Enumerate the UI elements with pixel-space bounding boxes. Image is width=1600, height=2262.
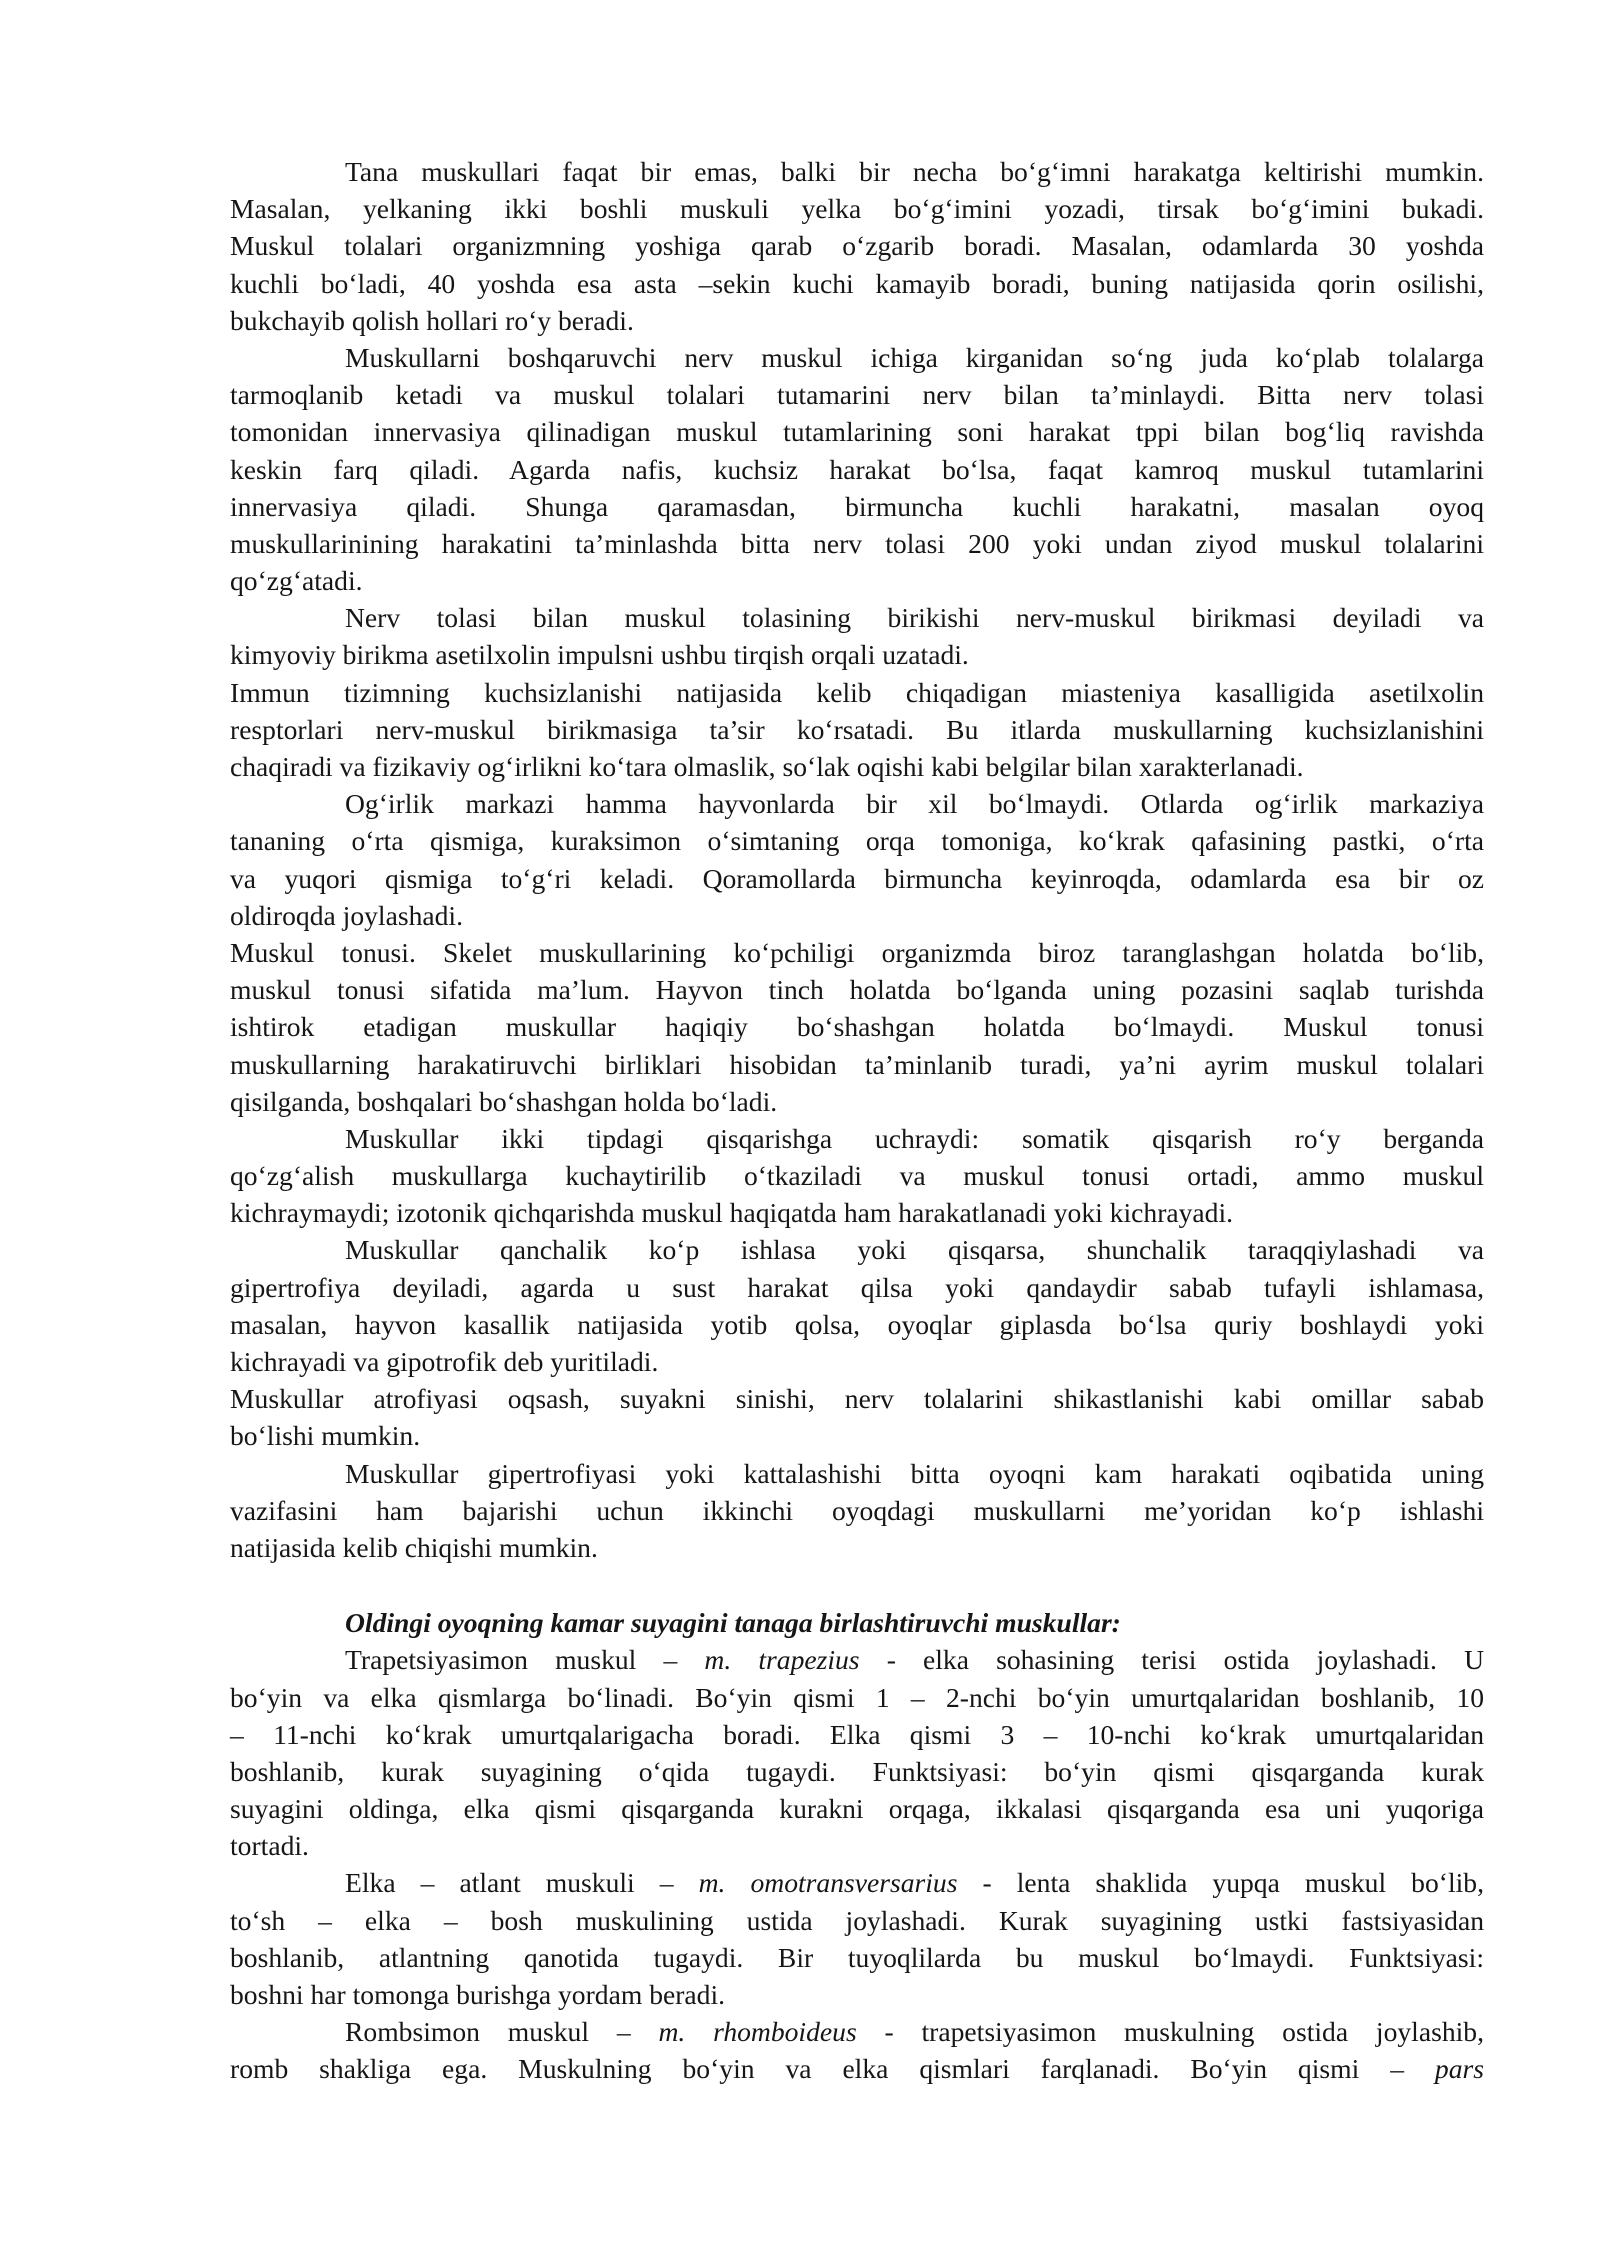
latin-term: m. omotransversarius xyxy=(698,1867,958,1899)
paragraph-line: qo‘zg‘atadi. xyxy=(230,565,363,597)
paragraph-line: tananing o‘rta qismiga, kuraksimon o‘simtaning orqa tomoniga, ko‘krak qafasining pastki, o‘rta xyxy=(230,825,1484,857)
paragraph-line: Muskul tonusi. Skelet muskullarining ko‘pchiligi organizmda biroz taranglashgan holatda bo‘lib, xyxy=(230,936,1484,968)
paragraph-line: keskin farq qiladi. Agarda nafis, kuchsiz harakat bo‘lsa, faqat kamroq muskul tutamlarini xyxy=(230,453,1484,485)
text-run: - trapetsiyasimon muskulning ostida joylashib, xyxy=(856,2016,1484,2048)
paragraph-line: innervasiya qiladi. Shunga qaramasdan, birmuncha kuchli harakatni, masalan oyoq xyxy=(230,490,1484,522)
paragraph-trapezius xyxy=(230,1641,1484,1864)
paragraph-line: Muskullar ikki tipdagi qisqarishga uchraydi: somatik qisqarish ro‘y berganda xyxy=(345,1122,1484,1154)
paragraph-line: chaqiradi va fizikaviy og‘irlikni ko‘tara olmaslik, so‘lak oqishi kabi belgilar bilan xarakterlanadi. xyxy=(230,751,1304,782)
paragraph-line: bo‘lishi mumkin. xyxy=(230,1420,421,1452)
paragraph-line: Immun tizimning kuchsizlanishi natijasida kelib chiqadigan miasteniya kasalligida asetilxolin xyxy=(230,676,1484,708)
paragraph-line: boshni har tomonga burishga yordam beradi. xyxy=(230,1979,726,2010)
text-run: romb shakliga ega. Muskulning bo‘yin va elka qismlari farqlanadi. Bo‘yin qismi – xyxy=(230,2053,1435,2085)
paragraph xyxy=(230,599,1484,673)
paragraph-line: muskul tonusi sifatida ma’lum. Hayvon tinch holatda bo‘lganda uning pozasini saqlab turishda xyxy=(230,974,1484,1006)
paragraph-line: suyagini oldinga, elka qismi qisqarganda kurakni orqaga, ikkalasi qisqarganda esa uni yuqoriga xyxy=(230,1793,1484,1825)
paragraph-line: kimyoviy birikma asetilxolin impulsni ushbu tirqish orqali uzatadi. xyxy=(230,639,969,671)
document-page xyxy=(230,153,1484,2088)
paragraph xyxy=(230,1231,1484,1380)
text-run: - elka sohasining terisi ostida joylashadi. U xyxy=(859,1644,1485,1676)
latin-term: m. trapezius xyxy=(704,1644,860,1676)
paragraph xyxy=(230,339,1484,599)
paragraph-line: kichraymaydi; izotonik qichqarishda muskul haqiqatda ham harakatlanadi yoki kichrayadi. xyxy=(230,1197,1234,1229)
body-paragraphs xyxy=(230,153,1484,1566)
text-run: Elka – atlant muskuli – xyxy=(345,1867,699,1899)
paragraph-line: to‘sh – elka – bosh muskulining ustida joylashadi. Kurak suyagining ustki fastsiyasidan xyxy=(230,1904,1484,1936)
section-gap xyxy=(230,1566,1484,1604)
paragraph-line: kuchli bo‘ladi, 40 yoshda esa asta –sekin kuchi kamayib boradi, buning natijasida qorin osilishi, xyxy=(230,267,1484,299)
paragraph-line: vazifasini ham bajarishi uchun ikkinchi oyoqdagi muskullarni me’yoridan ko‘p ishlashi xyxy=(230,1494,1484,1526)
paragraph-line: Masalan, yelkaning ikki boshli muskuli yelka bo‘g‘imini yozadi, tirsak bo‘g‘imini bukadi. xyxy=(230,193,1484,225)
paragraph-line: muskullarinining harakatini ta’minlashda bitta nerv tolasi 200 yoki undan ziyod muskul tolalarini xyxy=(230,527,1484,559)
paragraph-line: tortadi. xyxy=(230,1830,309,1862)
paragraph-line: Nerv tolasi bilan muskul tolasining birikishi nerv-muskul birikmasi deyiladi va xyxy=(345,602,1484,634)
paragraph-line: bo‘yin va elka qismlarga bo‘linadi. Bo‘yin qismi 1 – 2-nchi bo‘yin umurtqalaridan boshlanib, 10 xyxy=(230,1681,1484,1713)
paragraph-line: masalan, hayvon kasallik natijasida yotib qolsa, oyoqlar giplasda bo‘lsa quriy boshlaydi yoki xyxy=(230,1308,1484,1340)
paragraph xyxy=(230,1120,1484,1232)
text-run: - lenta shaklida yupqa muskul bo‘lib, xyxy=(957,1867,1484,1899)
paragraph xyxy=(230,934,1484,1120)
paragraph-line: qo‘zg‘alish muskullarga kuchaytirilib o‘tkaziladi va muskul tonusi ortadi, ammo muskul xyxy=(230,1160,1484,1192)
paragraph-line: tomonidan innervasiya qilinadigan muskul tutamlarining soni harakat tppi bilan bog‘liq ravishda xyxy=(230,416,1484,448)
paragraph-line: Tana muskullari faqat bir emas, balki bir necha bo‘g‘imni harakatga keltirishi mumkin. xyxy=(345,156,1484,187)
paragraph-line xyxy=(230,2013,1484,2050)
paragraph-line xyxy=(230,1641,1484,1678)
paragraph-rhomboideus xyxy=(230,2013,1484,2087)
latin-term: pars xyxy=(1434,2053,1484,2085)
paragraph xyxy=(230,153,1484,339)
paragraph-line: resptorlari nerv-muskul birikmasiga ta’sir ko‘rsatadi. Bu itlarda muskullarning kuchsizlanishini xyxy=(230,713,1484,745)
paragraph-line: – 11-nchi ko‘krak umurtqalarigacha boradi. Elka qismi 3 – 10-nchi ko‘krak umurtqalaridan xyxy=(230,1718,1484,1750)
paragraph-line: boshlanib, kurak suyagining o‘qida tugaydi. Funktsiyasi: bo‘yin qismi qisqarganda kurak xyxy=(230,1755,1484,1787)
paragraph xyxy=(230,1455,1484,1567)
paragraph-line: Muskullarni boshqaruvchi nerv muskul ichiga kirganidan so‘ng juda ko‘plab tolalarga xyxy=(345,341,1484,373)
paragraph-line: qisilganda, boshqalari bo‘shashgan holda bo‘ladi. xyxy=(230,1085,778,1117)
paragraph xyxy=(230,785,1484,934)
text-run: Rombsimon muskul – xyxy=(345,2016,659,2048)
paragraph xyxy=(230,674,1484,786)
paragraph-line: Muskul tolalari organizmning yoshiga qarab o‘zgarib boradi. Masalan, odamlarda 30 yoshda xyxy=(230,230,1484,262)
paragraph-omotransversarius xyxy=(230,1864,1484,2013)
paragraph-line: boshlanib, atlantning qanotida tugaydi. Bir tuyoqlilarda bu muskul bo‘lmaydi. Funktsiyasi: xyxy=(230,1941,1484,1973)
latin-term: m. rhomboideus xyxy=(658,2016,857,2048)
paragraph-line xyxy=(230,1864,1484,1901)
paragraph xyxy=(230,1380,1484,1454)
paragraph-line: Muskullar qanchalik ko‘p ishlasa yoki qisqarsa, shunchalik taraqqiylashadi va xyxy=(345,1234,1484,1266)
paragraph-line: muskullarning harakatiruvchi birliklari hisobidan ta’minlanib turadi, ya’ni ayrim muskul tolalari xyxy=(230,1048,1484,1080)
paragraph-line: Muskullar atrofiyasi oqsash, suyakni sinishi, nerv tolalarini shikastlanishi kabi omillar sabab xyxy=(230,1383,1484,1415)
paragraph-line xyxy=(230,2050,1484,2087)
paragraph-line: bukchayib qolish hollari ro‘y beradi. xyxy=(230,304,634,336)
section-heading: Oldingi oyoqning kamar suyagini tanaga birlashtiruvchi muskullar: xyxy=(345,1607,1121,1639)
paragraph-line: Og‘irlik markazi hamma hayvonlarda bir xil bo‘lmaydi. Otlarda og‘irlik markaziya xyxy=(345,788,1484,820)
paragraph-line: tarmoqlanib ketadi va muskul tolalari tutamarini nerv bilan ta’minlaydi. Bitta nerv tolasi xyxy=(230,379,1484,411)
paragraph-line: ishtirok etadigan muskullar haqiqiy bo‘shashgan holatda bo‘lmaydi. Muskul tonusi xyxy=(230,1011,1484,1043)
text-run: Trapetsiyasimon muskul – xyxy=(345,1644,705,1676)
paragraph-line: oldiroqda joylashadi. xyxy=(230,899,463,931)
paragraph-line: kichrayadi va gipotrofik deb yuritiladi. xyxy=(230,1346,659,1377)
paragraph-line: gipertrofiya deyiladi, agarda u sust harakat qilsa yoki qandaydir sabab tufayli ishlamasa, xyxy=(230,1271,1484,1303)
paragraph-line: Muskullar gipertrofiyasi yoki kattalashishi bitta oyoqni kam harakati oqibatida uning xyxy=(345,1457,1484,1489)
paragraph-line: natijasida kelib chiqishi mumkin. xyxy=(230,1531,598,1563)
paragraph-line: va yuqori qismiga to‘g‘ri keladi. Qoramollarda birmuncha keyinroqda, odamlarda esa bir oz xyxy=(230,862,1484,894)
